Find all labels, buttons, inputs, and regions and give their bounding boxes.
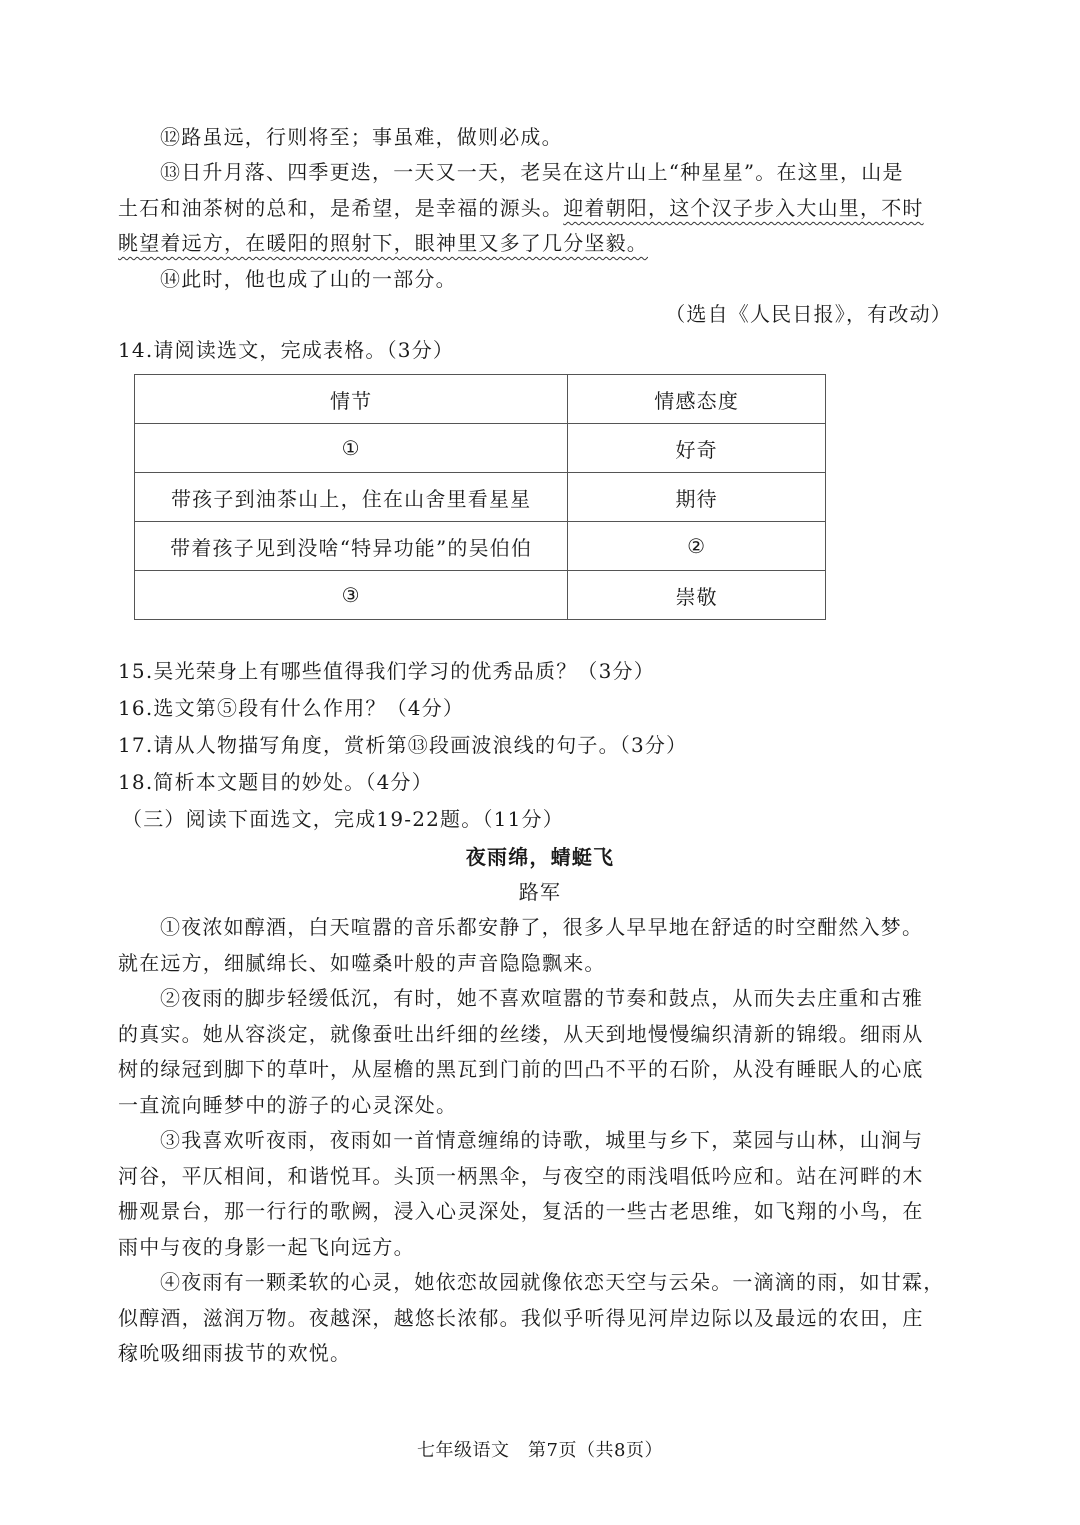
article-title: 夜雨绵，蜻蜓飞: [465, 845, 615, 869]
table-cell-blank: ③: [135, 571, 568, 620]
question-16: 16.选文第⑤段有什么作用？（4分）: [118, 696, 465, 720]
table-cell-blank: ②: [568, 522, 826, 571]
article-line: 一直流向睡梦中的游子的心灵深处。: [118, 1093, 458, 1117]
table-cell: 带孩子到油茶山上，住在山舍里看星星: [135, 473, 568, 522]
article-line: 栅观景台，那一行行的歌阙，浸入心灵深处，复活的一些古老思维，如飞翔的小鸟，在: [118, 1199, 924, 1223]
question-15: 15.吴光荣身上有哪些值得我们学习的优秀品质？（3分）: [118, 659, 655, 683]
table-row: [135, 522, 826, 571]
table-row: [135, 473, 826, 522]
table-cell: 带着孩子见到没啥“特异功能”的吴伯伯: [135, 522, 568, 571]
table-cell-blank: ①: [135, 424, 568, 473]
table-header-row: [135, 375, 826, 424]
table-cell: 崇敬: [568, 571, 826, 620]
article-line: 稼吮吸细雨拔节的欢悦。: [118, 1341, 352, 1365]
question-18: 18.简析本文题目的妙处。（4分）: [118, 770, 433, 794]
wavy-underlined-sentence-cont: 眺望着远方，在暖阳的照射下，眼神里又多了几分坚毅。: [118, 231, 648, 255]
question-17: 17.请从人物描写角度，赏析第⑬段画波浪线的句子。（3分）: [118, 733, 688, 757]
paragraph-13-line-1: ⑬日升月落、四季更迭，一天又一天，老吴在这片山上“种星星”。在这里，山是: [160, 160, 904, 184]
article-line: 似醇酒，滋润万物。夜越深，越悠长浓郁。我似乎听得见河岸边际以及最远的农田，庄: [118, 1306, 924, 1330]
table-row: [135, 424, 826, 473]
section-3-heading: （三）阅读下面选文，完成19-22题。（11分）: [122, 807, 564, 831]
article-line: ④夜雨有一颗柔软的心灵，她依恋故园就像依恋天空与云朵。一滴滴的雨，如甘霖，: [160, 1270, 945, 1294]
article-line: ③我喜欢听夜雨，夜雨如一首情意缠绵的诗歌，城里与乡下，菜园与山林，山涧与: [160, 1128, 924, 1152]
paragraph-13-line-2: [118, 193, 958, 223]
article-author: 路军: [518, 880, 562, 904]
table-header: 情感态度: [568, 375, 826, 424]
table-cell: 期待: [568, 473, 826, 522]
answer-table: [134, 374, 826, 620]
page-footer: 七年级语文 第7页（共8页）: [417, 1440, 663, 1461]
article-line: 树的绿冠到脚下的草叶，从屋檐的黑瓦到门前的凹凸不平的石阶，从没有睡眠人的心底: [118, 1057, 924, 1081]
source-citation: （选自《人民日报》，有改动）: [665, 302, 952, 326]
paragraph-13-plain-text: 土石和油茶树的总和，是希望，是幸福的源头。: [118, 196, 564, 220]
table-cell: 好奇: [568, 424, 826, 473]
paragraph-13-line-3: [118, 228, 958, 258]
table-header: 情节: [135, 375, 568, 424]
article-line: 雨中与夜的身影一起飞向远方。: [118, 1235, 415, 1259]
article-line: 河谷，平仄相间，和谐悦耳。头顶一柄黑伞，与夜空的雨浅唱低吟应和。站在河畔的木: [118, 1164, 924, 1188]
article-line: 就在远方，细腻绵长、如噬桑叶般的声音隐隐飘来。: [118, 951, 606, 975]
question-14: 14.请阅读选文，完成表格。（3分）: [118, 338, 455, 362]
article-line: 的真实。她从容淡定，就像蚕吐出纤细的丝缕，从天到地慢慢编织清新的锦缎。细雨从: [118, 1022, 924, 1046]
article-line: ②夜雨的脚步轻缓低沉，有时，她不喜欢喧嚣的节奏和鼓点，从而失去庄重和古雅: [160, 986, 924, 1010]
article-line: ①夜浓如醇酒，白天喧嚣的音乐都安静了，很多人早早地在舒适的时空酣然入梦。: [160, 915, 924, 939]
paragraph-12: ⑫路虽远，行则将至；事虽难，做则必成。: [160, 125, 563, 149]
table-row: [135, 571, 826, 620]
paragraph-14: ⑭此时，他也成了山的一部分。: [160, 267, 457, 291]
wavy-underlined-sentence: 迎着朝阳，这个汉子步入大山里，不时: [563, 196, 924, 220]
